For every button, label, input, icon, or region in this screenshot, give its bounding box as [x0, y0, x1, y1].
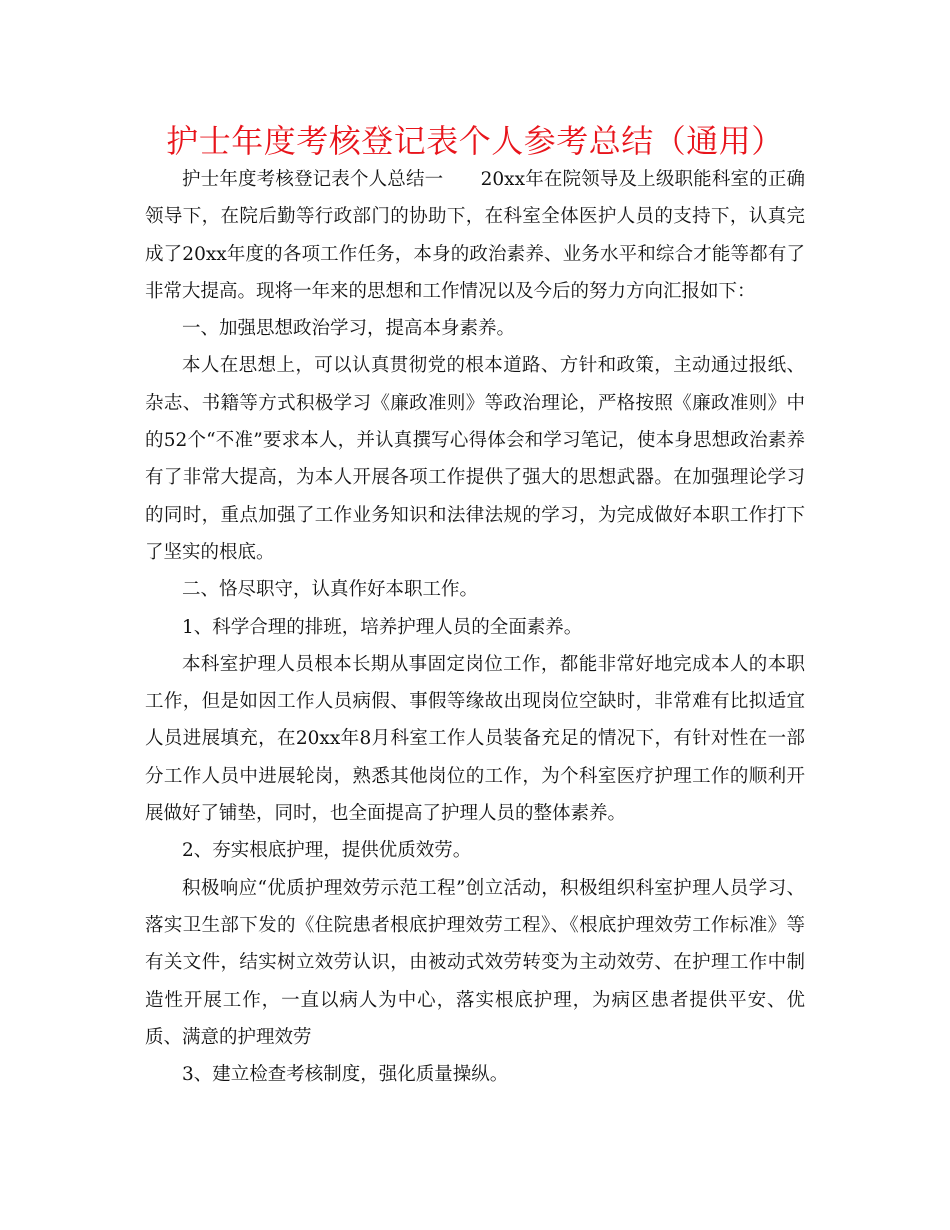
section-heading-1: 一、加强思想政治学习，提高本身素养。 [182, 318, 516, 340]
section-heading-2: 二、恪尽职守，认真作好本职工作。 [182, 579, 479, 601]
paragraph-intro: 护士年度考核登记表个人总结一 20xx年在院领导及上级职能科室的正确领导下，在院后勤等行政部门的协助下，在科室全体医护人员的支持下，认真完成了20xx年度的各项工作任务，本身的政治素养、业务水平和综合才能等都有了非常大提高。现将一年来的思想和工作情况以及今后的努力方向汇报如下： [145, 169, 805, 302]
paragraph-quality-care: 积极响应“优质护理效劳示范工程”创立活动，积极组织科室护理人员学习、落实卫生部下发的《住院患者根底护理效劳工程》、《根底护理效劳工作标准》等有关文件，结实树立效劳认识，由被动式效劳转变为主动效劳、在护理工作中制造性开展工作，一直以病人为中心，落实根底护理，为病区患者提供平安、优质、满意的护理效劳 [145, 877, 805, 1048]
paragraph-scheduling: 本科室护理人员根本长期从事固定岗位工作，都能非常好地完成本人的本职工作，但是如因工作人员病假、事假等缘故出现岗位空缺时，非常难有比拟适宜人员进展填充，在20xx年8月科室工作人员装备充足的情况下，有针对性在一部分工作人员中进展轮岗，熟悉其他岗位的工作，为个科室医疗护理工作的顺利开展做好了铺垫，同时，也全面提高了护理人员的整体素养。 [145, 653, 805, 825]
subheading-2: 2、夯实根底护理，提供优质效劳。 [182, 840, 472, 862]
document-title: 护士年度考核登记表个人参考总结（通用） [166, 122, 784, 160]
document-body [145, 161, 805, 1093]
subheading-3: 3、建立检查考核制度，强化质量操纵。 [182, 1064, 509, 1086]
paragraph-political-study: 本人在思想上，可以认真贯彻党的根本道路、方针和政策，主动通过报纸、杂志、书籍等方式积极学习《廉政准则》等政治理论，严格按照《廉政准则》中的52个“不准”要求本人，并认真撰写心得体会和学习笔记，使本身思想政治素养有了非常大提高，为本人开展各项工作提供了强大的思想武器。在加强理论学习的同时，重点加强了工作业务知识和法律法规的学习，为完成做好本职工作打下了坚实的根底。 [145, 355, 805, 563]
subheading-1: 1、科学合理的排班，培养护理人员的全面素养。 [182, 616, 583, 638]
